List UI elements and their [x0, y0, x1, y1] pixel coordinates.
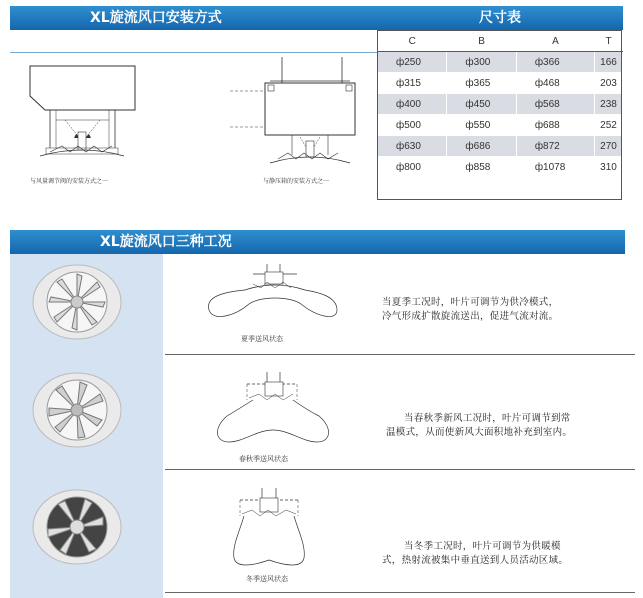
- table-cell: ф500: [378, 115, 447, 136]
- mode-description-line: 冷气形成扩散旋流送出，促进气流对流。: [382, 311, 559, 322]
- mode-label-winter: 冬季送风状态: [246, 575, 288, 583]
- row-divider: [165, 592, 635, 593]
- airflow-diagram-spring-autumn: [207, 370, 337, 450]
- table-row: [378, 136, 623, 157]
- table-cell: 166: [595, 52, 623, 73]
- table-cell: 203: [595, 73, 623, 94]
- table-cell: ф630: [378, 136, 447, 157]
- column-header-c: C: [378, 31, 447, 52]
- table-cell: ф1078: [516, 157, 594, 178]
- column-header-t: T: [595, 31, 623, 52]
- mode-description-line: 当夏季工况时，叶片可调节为供冷模式，: [382, 297, 559, 308]
- dimensions-title: 尺寸表: [479, 10, 521, 26]
- table-cell: ф468: [516, 73, 594, 94]
- table-row: [378, 157, 623, 178]
- mode-description-summer: [382, 296, 558, 324]
- mode-description-spring-autumn: [382, 412, 572, 440]
- install-caption-right: 与静压箱的安装方式之一: [263, 178, 330, 185]
- mode-label-summer: 夏季送风状态: [241, 335, 283, 343]
- install-title: XL旋流风口安装方式: [90, 10, 222, 26]
- table-row: [378, 115, 623, 136]
- airflow-diagram-winter: [222, 486, 322, 572]
- table-cell: ф800: [378, 157, 447, 178]
- install-drawing-damper: [20, 58, 150, 173]
- dimensions-table: [377, 30, 623, 178]
- table-cell: ф688: [516, 115, 594, 136]
- modes-title: XL旋流风口三种工况: [100, 234, 232, 250]
- table-cell: ф450: [447, 94, 516, 115]
- table-cell: ф872: [516, 136, 594, 157]
- diffuser-photo-summer: [30, 262, 125, 342]
- airflow-diagram-summer: [205, 262, 335, 330]
- table-header-row: [378, 31, 623, 52]
- column-header-b: B: [447, 31, 516, 52]
- table-row: [378, 94, 623, 115]
- install-drawing-plenum: [230, 55, 360, 173]
- diffuser-photo-spring-autumn: [30, 370, 125, 450]
- table-cell: ф365: [447, 73, 516, 94]
- mode-description-line: 当春秋季新风工况时，叶片可调节到常: [404, 413, 571, 424]
- column-header-a: A: [516, 31, 594, 52]
- table-cell: ф400: [378, 94, 447, 115]
- table-cell: 252: [595, 115, 623, 136]
- table-cell: ф550: [447, 115, 516, 136]
- mode-description-line: 温模式，从而使新风大面积地补充到室内。: [386, 427, 573, 438]
- table-cell: ф366: [516, 52, 594, 73]
- table-row: [378, 73, 623, 94]
- install-caption-left: 与风量调节阀的安装方式之一: [30, 178, 109, 185]
- table-cell: ф300: [447, 52, 516, 73]
- table-cell: ф858: [447, 157, 516, 178]
- table-cell: 310: [595, 157, 623, 178]
- table-cell: ф686: [447, 136, 516, 157]
- table-cell: ф250: [378, 52, 447, 73]
- mode-description-winter: [382, 540, 568, 568]
- table-cell: ф568: [516, 94, 594, 115]
- table-cell: 238: [595, 94, 623, 115]
- mode-description-line: 式，热射流被集中垂直送到人员活动区域。: [382, 555, 569, 566]
- mode-label-spring-autumn: 春秋季送风状态: [239, 455, 288, 463]
- dimensions-header: [377, 6, 623, 30]
- mode-description-line: 当冬季工况时，叶片可调节为供暖模: [404, 541, 561, 552]
- table-cell: 270: [595, 136, 623, 157]
- install-header: [10, 6, 377, 30]
- table-cell: ф315: [378, 73, 447, 94]
- diffuser-photo-winter: [30, 487, 125, 567]
- modes-header: [10, 230, 625, 254]
- table-row: [378, 52, 623, 73]
- install-header-underline: [10, 52, 377, 53]
- row-divider: [165, 469, 635, 470]
- row-divider: [165, 354, 635, 355]
